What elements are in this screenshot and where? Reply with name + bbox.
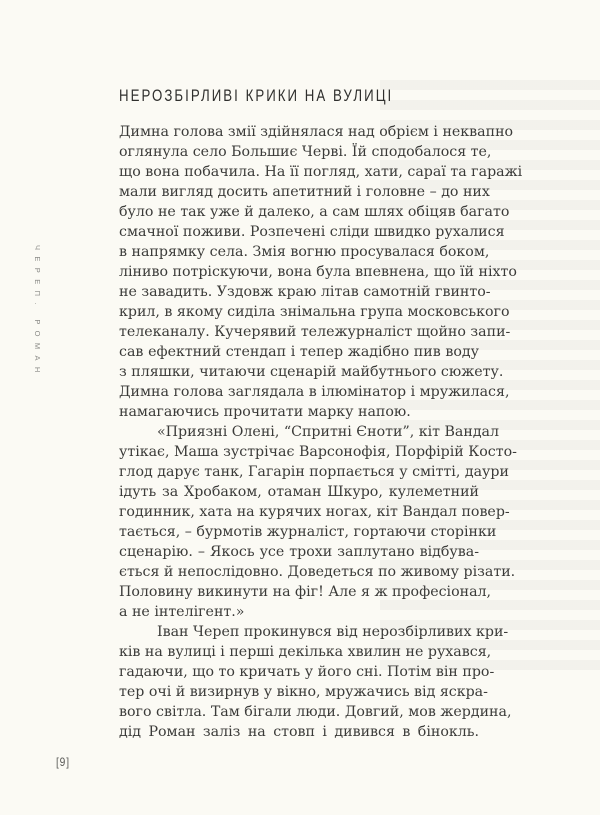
- text-line: глод дарує танк, Гагарін порпається у смітті, даури: [119, 464, 509, 480]
- text-line: ідуть за Хробаком, отаман Шкуро, кулеметний: [119, 484, 479, 500]
- text-line: смачної поживи. Розпечені сліди швидко рухалися: [119, 224, 505, 240]
- text-line: в напрямку села. Змія вогню просувалася боком,: [119, 244, 490, 260]
- text-line: Димна голова змії здійнялася над обрієм і неквапно: [119, 124, 514, 140]
- chapter-title: НЕРОЗБІРЛИВІ КРИКИ НА ВУЛИЦІ: [119, 86, 394, 105]
- text-line: ліниво потріскуючи, вона була впевнена, що їй ніхто: [119, 264, 517, 280]
- running-head: ЧЕРЕП. РОМАН: [33, 245, 42, 379]
- text-line: а не інтелігент.»: [119, 604, 245, 620]
- text-line: телеканалу. Кучерявий тележурналіст щойно запи-: [119, 324, 511, 340]
- page-number: [9]: [56, 755, 70, 769]
- text-line: утікає, Маша зустрічає Варсонофія, Порфірій Косто-: [119, 444, 517, 460]
- text-line: було не так уже й далеко, а сам шлях обіцяв багато: [119, 204, 510, 220]
- body-text: [119, 122, 523, 742]
- text-line: що вона побачила. На її погляд, хати, сараї та гаражі: [119, 164, 523, 180]
- text-line: тається, – бурмотів журналіст, гортаючи сторінки: [119, 524, 497, 540]
- text-line: сценарію. – Якось усе трохи заплутано відбува-: [119, 544, 479, 560]
- text-line: оглянула село Большиє Черві. Їй сподобалося те,: [119, 144, 492, 160]
- text-line: вого світла. Там бігали люди. Довгий, мов жердина,: [119, 704, 512, 720]
- text-line: гадаючи, що то кричать у його сні. Потім він про-: [119, 664, 495, 680]
- text-line: мали вигляд досить апетитний і головне – до них: [119, 184, 490, 200]
- text-line: з пляшки, читаючи сценарій майбутнього сюжету.: [119, 364, 504, 380]
- text-line: дід Роман заліз на стовп і дивився в бінокль.: [119, 724, 479, 740]
- text-line: годинник, хата на курячих ногах, кіт Вандал повер-: [119, 504, 510, 520]
- text-line: крил, в якому сиділа знімальна група московського: [119, 304, 510, 320]
- text-line: «Приязні Олені, “Спритні Єноти”, кіт Вандал: [157, 424, 500, 440]
- text-line: тер очі й визирнув у вікно, мружачись від яскра-: [119, 684, 488, 700]
- text-line: намагаючись прочитати марку напою.: [119, 404, 411, 420]
- text-line: Іван Череп прокинувся від нерозбірливих кри-: [157, 624, 509, 640]
- text-line: ків на вулиці і перші декілька хвилин не рухався,: [119, 644, 492, 660]
- text-line: не завадить. Уздовж краю літав самотній гвинто-: [119, 284, 491, 300]
- text-line: Половину викинути на фіг! Але я ж професіонал,: [119, 584, 492, 600]
- text-line: ється й непослідовно. Доведеться по живому різати.: [119, 564, 516, 580]
- text-line: Димна голова заглядала в ілюмінатор і мружилася,: [119, 384, 510, 400]
- text-line: сав ефектний стендап і тепер жадібно пив воду: [119, 344, 479, 360]
